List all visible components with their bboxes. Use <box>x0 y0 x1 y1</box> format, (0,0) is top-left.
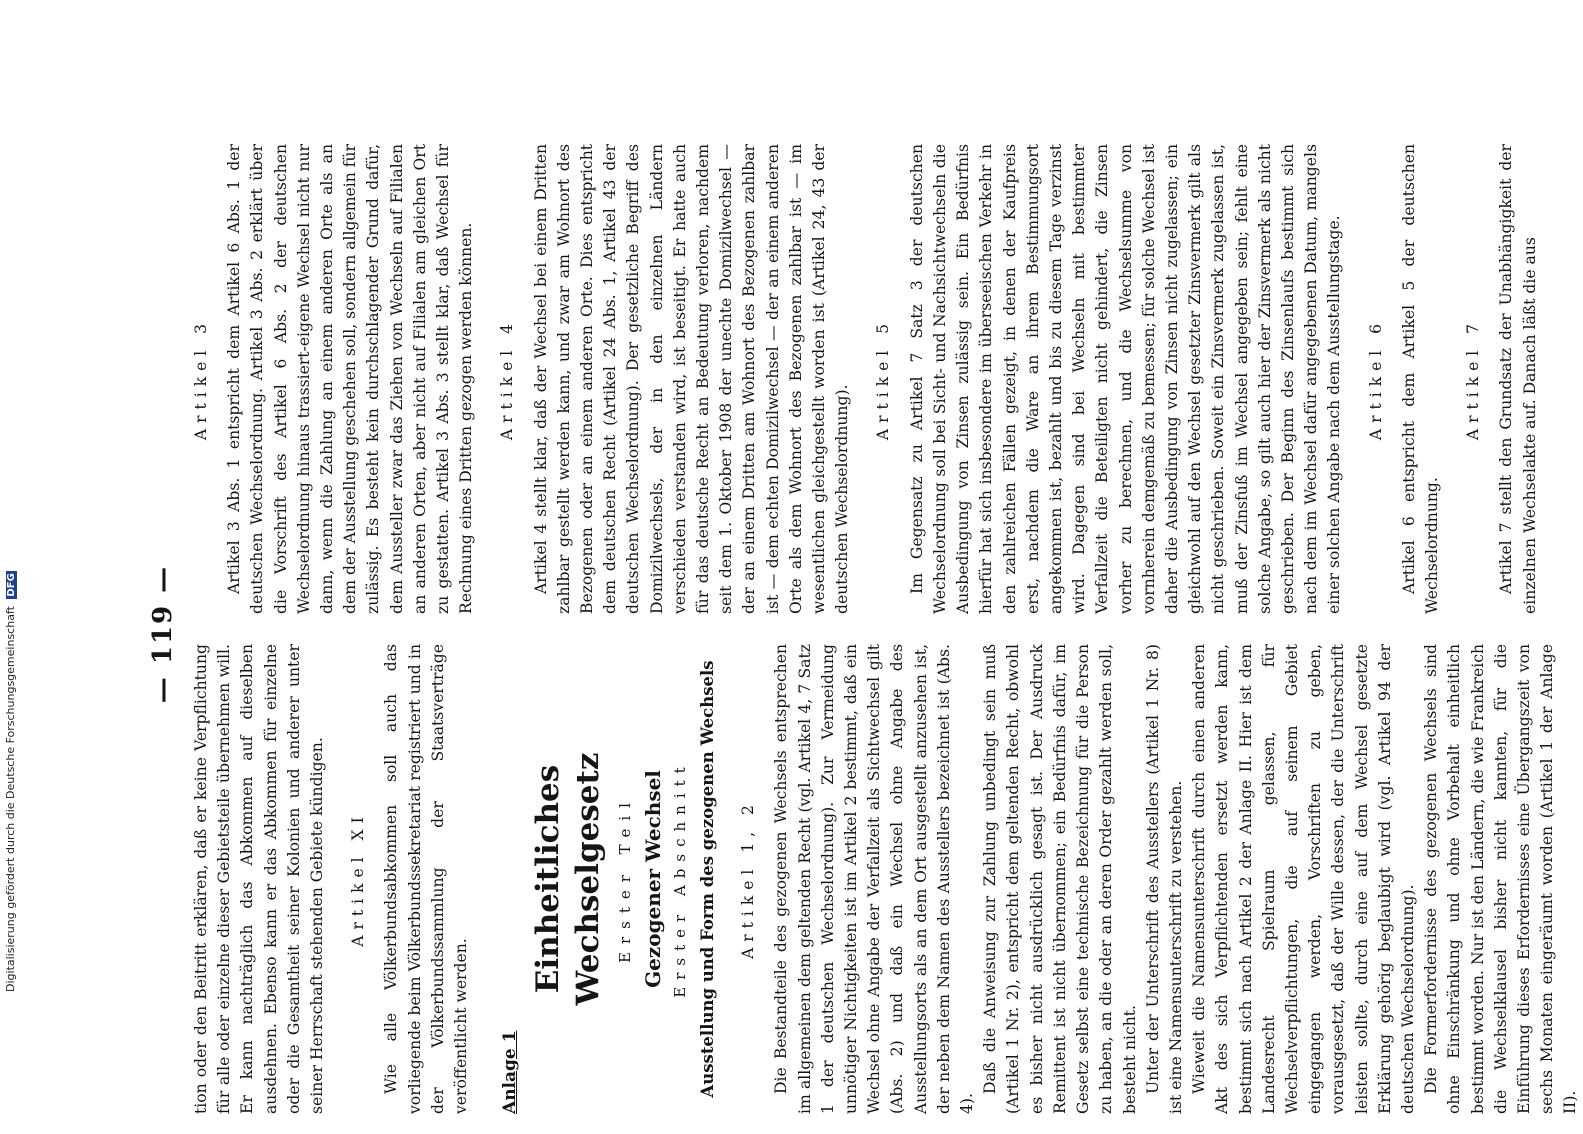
page-number: — 119 — <box>148 564 178 704</box>
funding-credit <box>4 571 17 992</box>
continued-paragraph: tion oder den Beitritt erklären, daß er keine Verpflichtung für alle oder einzelne dieser Gebietsteile übernehmen will. Er kann nachträglich das Abkommen auf dieselben ausdehnen. Ebenso kann er das Abkommen für einzelne oder die Gesamtheit seiner Kolonien und anderer unter seiner Herrschaft stehenden Gebiete kündigen. <box>192 644 327 1114</box>
rotated-document-page <box>142 134 1580 1134</box>
part-label: Erster Teil <box>616 795 635 963</box>
article-heading: Artikel 5 <box>874 317 893 441</box>
article-paragraph: Wie alle Völkerbundsabkommen soll auch das vorliegende beim Völkerbundssekretariat registriert und in der Völkerbundssammlung der Staatsverträge veröffentlicht werden. <box>382 644 471 1114</box>
dfg-logo-icon: DFG <box>6 573 17 597</box>
article-heading: Artikel 4 <box>498 317 517 441</box>
body-paragraph: Wieweit die Namensunterschrift durch einen anderen Akt des sich Verpflichtenden ersetzt werden kann, bestimmt sich nach Artikel 2 der Anlage II. Hier ist dem Landesrecht Spielraum gelassen, für Wechselverpflichtungen, die auf seinem Gebiet eingegangen werden, Vorschriften zu geben, vorausgesetzt, daß der Wille dessen, der die Unterschrift leisten sollte, durch eine auf dem Wechsel gesetzte Erklärung gehörig beglaubigt wird (vgl. Artikel 94 der deutschen Wechselordnung). <box>1190 644 1417 1114</box>
body-paragraph: Daß die Anweisung zur Zahlung unbedingt sein muß (Artikel 1 Nr. 2), entspricht dem geltenden Recht, obwohl es bisher nicht ausdrücklich gesagt ist. Der Ausdruck Remittent ist nicht übernommen; ein Bedürfnis dafür, im Gesetz selbst eine technische Bezeichnung für die Person zu haben, an die oder an deren Order gezahlt werden soll, besteht nicht. <box>981 644 1139 1114</box>
article-heading: Artikel 3 <box>192 317 210 441</box>
body-paragraph: Unter der Unterschrift des Ausstellers (Artikel 1 Nr. 8) ist eine Namensunterschrift zu verstehen. <box>1143 644 1185 1114</box>
text-column-right <box>190 644 1583 1114</box>
body-paragraph: Die Formerfordernisse des gezogenen Wechsels sind ohne Einschränkung und ohne Vorbehalt einheitlich bestimmt worden. Nur ist den Ländern, die wie Frankreich die Wechselklausel bisher nicht kannten, für die Einführung dieses Erfordernisses eine Übergangszeit von sechs Monaten eingeräumt worden (Artikel 1 der Anlage II). <box>1422 644 1580 1114</box>
section-label: Erster Abschnitt <box>670 760 689 998</box>
body-paragraph: Die Bestandteile des gezogenen Wechsels entsprechen im allgemeinen dem geltenden Recht (vgl. Artikel 4, 7 Satz 1 der deutschen Wechselordnung). Zur Vermeidung unnötiger Nichtigkeiten ist im Artikel 2 bestimmt, daß ein Wechsel ohne Angabe der Verfallzeit als Sichtwechsel gilt (Abs. 2) und daß ein Wechsel ohne Angabe des Ausstellungsorts als an dem Ort ausgestellt anzusehen ist, der neben dem Namen des Ausstellers bezeichnet ist (Abs. 4). <box>772 644 977 1114</box>
law-title: Einheitliches Wechselgesetz <box>530 752 607 1006</box>
article-heading: Artikel 7 <box>1464 317 1483 441</box>
article-heading: Artikel 1, 2 <box>739 799 758 959</box>
article-paragraph: Im Gegensatz zu Artikel 7 Satz 3 der deutschen Wechselordnung soll bei Sicht- und Nachsichtwechseln die Ausbedingung von Zinsen zulässig sein. Ein Bedürfnis hierfür hat sich insbesondere im überseeischen Verkehr in den zahlreichen Fällen gezeigt, in denen der Kaufpreis erst, nachdem die Ware an ihrem Bestimmungsort angekommen ist, bezahlt und bis zu diesem Tage verzinst wird. Dagegen sind bei Wechseln mit bestimmter Verfallzeit die Beteiligten nicht gehindert, die Zinsen vorher zu berechnen, und die Wechselsumme von vornherein demgemäß zu bemessen; für solche Wechsel ist daher die Ausbedingung von Zinsen nicht zugelassen; ein gleichwohl auf den Wechsel gesetzter Zinsvermerk gilt als nicht geschrieben. Soweit ein Zinsvermerk zugelassen ist, muß der Zinsfuß im Wechsel angegeben sein; fehlt eine solche Angabe, so gilt auch hier der Zinsvermerk als nicht geschrieben. Der Beginn des Zinsenlaufs bestimmt sich nach dem im Wechsel dafür angegebenen Datum, mangels einer solchen Angabe nach dem Ausstellungstage. <box>907 144 1344 614</box>
article-heading: Artikel 6 <box>1366 317 1385 441</box>
article-paragraph: Artikel 4 stellt klar, daß der Wechsel bei einem Dritten zahlbar gestellt werden kann, und zwar am Wohnort des Bezogenen oder an einem anderen Orte. Dies entspricht dem deutschen Recht (Artikel 24 Abs. 1, Artikel 43 der deutschen Wechselordnung). Der gesetzliche Begriff des Domizilwechsels, der in den einzelnen Ländern verschieden verstanden wird, ist beseitigt. Er hatte auch für das deutsche Recht an Bedeutung verloren, nachdem seit dem 1. Oktober 1908 der unechte Domizilwechsel — der an einem Dritten am Wohnort des Bezogenen zahlbar ist — dem echten Domizilwechsel — der an einem anderen Orte als dem Wohnort des Bezogenen zahlbar ist — im wesentlichen gleichgestellt worden ist (Artikel 24, 43 der deutschen Wechselordnung). <box>531 144 852 614</box>
annex-label: Anlage 1 <box>500 1030 521 1114</box>
article-paragraph: Artikel 6 entspricht dem Artikel 5 der deutschen Wechselordnung. <box>1399 144 1441 614</box>
text-column-left <box>190 144 1542 614</box>
article-paragraph: Artikel 3 Abs. 1 entspricht dem Artikel 6 Abs. 1 der deutschen Wechselordnung. Artikel 3 Abs. 2 erklärt über die Vorschrift des Artikel 6 Abs. 2 der deutschen Wechselordnung hinaus trassiert-eigene Wechsel nicht nur dann, wenn die Zahlung an einem anderen Orte als an dem der Ausstellung geschehen soll, sondern allgemein für zulässig. Es besteht kein durchschlagender Grund dafür, dem Aussteller zwar das Ziehen von Wechseln auf Filialen an anderen Orten, aber nicht auf Filialen am gleichen Ort zu gestatten. Artikel 3 Abs. 3 stellt klar, daß Wechsel für Rechnung eines Dritten gezogen werden können. <box>225 144 476 614</box>
section-title: Ausstellung und Form des gezogenen Wechsels <box>698 660 718 1098</box>
article-heading: Artikel XI <box>349 811 368 947</box>
article-paragraph: Artikel 7 stellt den Grundsatz der Unabhängigkeit der einzelnen Wechselakte auf. Danach läßt die aus <box>1497 144 1539 614</box>
part-title: Gezogener Wechsel <box>640 770 665 988</box>
funding-note: Digitalisierung gefördert durch die Deutsche Forschungsgemeinschaft <box>4 606 17 992</box>
